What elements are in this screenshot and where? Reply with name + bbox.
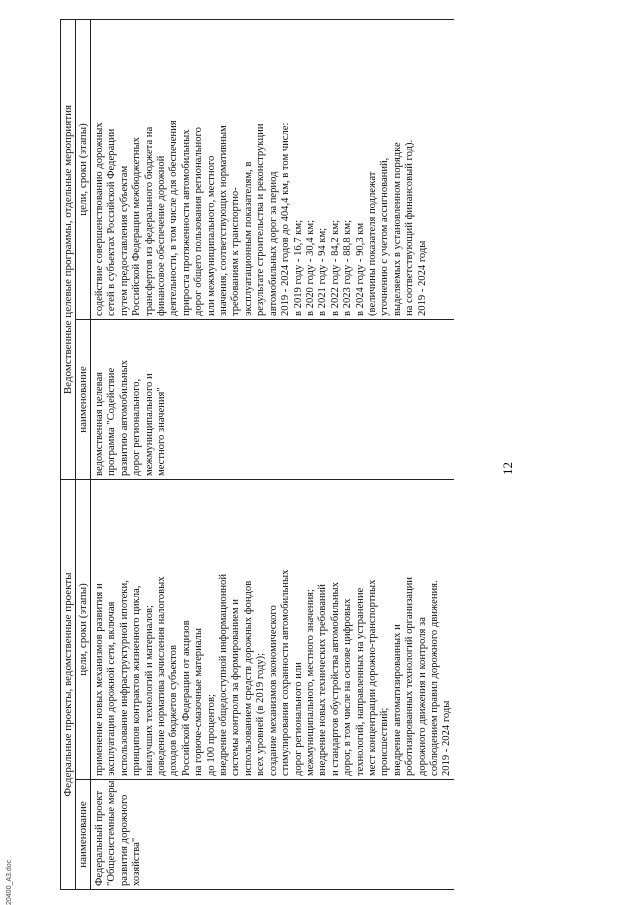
text-line: мест концентрации дорожно-транспортных	[366, 579, 378, 776]
text-line: уточнению с учетом ассигнований,	[379, 157, 391, 316]
text-line: Российской Федерации межбюджетных	[131, 137, 143, 316]
text-line: создание механизмов экономического	[267, 605, 279, 776]
table-header-subrow	[76, 20, 91, 890]
text-line: внедрение автоматизированных и	[391, 624, 403, 776]
text-line: использование инфраструктурной ипотеки,	[118, 580, 130, 776]
text-line: в 2022 году - 84,2 км;	[329, 219, 341, 316]
text-line: развитию автомобильных	[118, 359, 130, 476]
text-line: до 100 процентов;	[205, 694, 217, 776]
text-line: путем предоставления субъектам	[118, 165, 130, 316]
text-line: финансовое обеспечение дорожной	[156, 155, 168, 316]
text-line: или межмуниципального, местного	[205, 155, 217, 316]
text-line: программа "Содействие	[106, 367, 118, 476]
text-line: результате строительства и реконструкции	[255, 123, 267, 316]
text-line: и стандартов обустройства автомобильных	[329, 582, 341, 776]
text-line: технологий, направленных на устранение	[354, 587, 366, 776]
header-goals-right: цели, сроки (этапы)	[76, 20, 91, 320]
text-line: в 2024 году - 90,3 км	[354, 222, 366, 316]
text-line: трансфертов из федерального бюджета на	[143, 126, 155, 316]
federal-project-goals-cell	[91, 480, 454, 780]
text-line: Федеральный проект	[94, 790, 105, 886]
text-line: наилучших технологий и материалов;	[143, 605, 155, 776]
text-line: развития дорожного	[118, 794, 130, 886]
text-line: доходов бюджетов субъектов	[168, 645, 180, 776]
table-header-group-row	[61, 20, 76, 890]
text-line: прироста протяженности автомобильных	[180, 129, 192, 316]
text-line: эксплуатационным показателям, в	[242, 161, 254, 316]
text-line: деятельности, в том числе для обеспечения	[168, 120, 180, 316]
text-line: дорожного движения и контроля за	[416, 617, 428, 776]
text-line: в 2021 году - 94 км;	[317, 227, 329, 316]
text-line: принципов контрактов жизненного цикла,	[131, 585, 143, 776]
text-line: (величины показателя подлежат	[366, 171, 378, 316]
header-federal-projects: Федеральные проекты, ведомственные проекты	[61, 480, 76, 890]
file-label: 20400_A3.doc	[6, 859, 13, 905]
text-line: в 2023 году - 88,8 км;	[342, 219, 354, 316]
text-line: использованием средств дорожных фондов	[242, 580, 254, 776]
rotated-page	[60, 20, 610, 890]
text-line: местного значения"	[156, 387, 168, 476]
text-line: на соответствующий финансовый год).	[404, 139, 416, 316]
text-line: выделяемых в установленном порядке	[391, 142, 403, 316]
text-line: дорог регионального или	[292, 662, 304, 776]
text-line: автомобильных дорог за период	[267, 171, 279, 316]
text-line: хозяйства"	[131, 837, 143, 886]
text-line: системы контроля за формированием и	[230, 599, 242, 776]
header-goals-left: цели, сроки (этапы)	[76, 480, 91, 780]
table-row	[91, 20, 454, 890]
text-line: происшествий;	[379, 707, 391, 776]
program-goals-cell	[91, 20, 454, 320]
text-line: стимулирования сохранности автомобильных	[280, 569, 292, 776]
text-line: значения, соответствующих нормативным	[218, 125, 230, 316]
text-line: 2019 - 2024 годы	[416, 240, 428, 316]
projects-table	[60, 19, 454, 890]
federal-project-name-cell	[91, 780, 454, 890]
text-line: сетей в субъектах Российской Федерации	[106, 128, 118, 316]
header-name-right: наименование	[76, 320, 91, 480]
program-name-cell	[91, 320, 454, 480]
text-line: применение новых механизмов развития и	[94, 583, 105, 776]
text-line: эксплуатации дорожной сети, включая	[106, 601, 118, 776]
text-line: внедрение новых технических требований	[317, 584, 329, 776]
text-line: ведомственная целевая	[94, 371, 105, 476]
text-line: дорог регионального,	[131, 378, 143, 476]
text-line: дорог общего пользования регионального	[193, 127, 205, 316]
text-line: роботизированных технологий организации	[404, 577, 416, 776]
text-line: всех уровней (в 2019 году);	[255, 652, 267, 776]
page-number: 12	[500, 462, 515, 475]
text-line: межмуниципального, местного значения;	[304, 589, 316, 776]
text-line: 2019 - 2024 годов до 404,4 км, в том числе:	[280, 122, 292, 316]
text-line: в 2020 году - 30,4 км;	[304, 219, 316, 316]
header-name-left: наименование	[76, 780, 91, 890]
text-line: межмуниципального и	[143, 373, 155, 476]
text-line: внедрение общедоступной информационной	[218, 573, 230, 776]
text-line: требованиям к транспортно-	[230, 187, 242, 316]
header-departmental-programs: Ведомственные целевые программы, отдельные мероприятия	[61, 20, 76, 480]
text-line: содействие совершенствованию дорожных	[94, 122, 105, 316]
text-line: в 2019 году - 16,7 км;	[292, 219, 304, 316]
text-line: дорог, в том числе на основе цифровых	[342, 598, 354, 776]
text-line: 2019 - 2024 годы	[441, 700, 453, 776]
text-line: "Общесистемные меры	[106, 780, 118, 886]
text-line: соблюдением правил дорожного движения.	[428, 580, 440, 776]
text-line: Российской Федерации от акцизов	[180, 620, 192, 776]
text-line: на горюче-смазочные материалы	[193, 628, 205, 776]
text-line: доведение норматива зачисления налоговых	[156, 576, 168, 776]
